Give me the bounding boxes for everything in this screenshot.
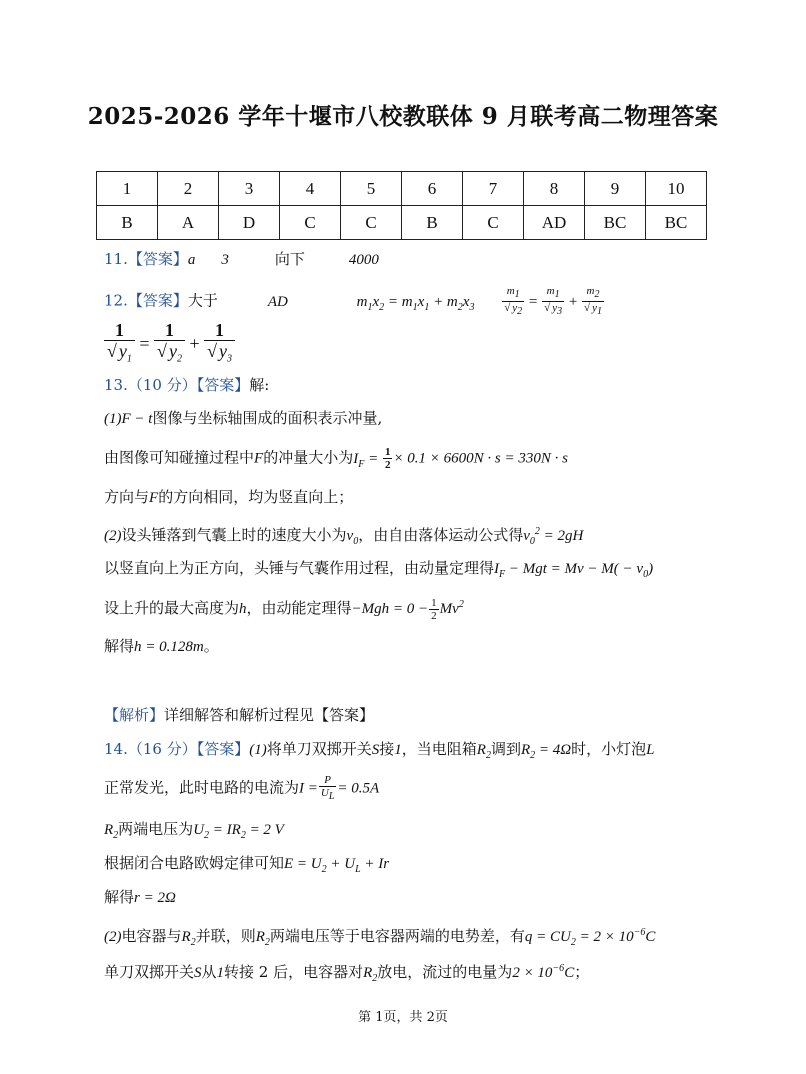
q11-line <box>104 248 379 271</box>
answer-cell: D <box>219 206 280 240</box>
question-number: 6 <box>402 172 463 206</box>
answer-cell: A <box>158 206 219 240</box>
question-number: 10 <box>646 172 707 206</box>
q11-answer-1: a <box>187 252 196 268</box>
q14-line-4: 根据闭合电路欧姆定律可知$E = U_2 + U_L + Ir$ <box>104 854 390 875</box>
q13-line-2: 由图像可知碰撞过程中F的冲量大小为$I_F$ = $\frac{1}{2}$ × 0.1 × 6600N · s = 330N · s <box>104 446 568 471</box>
answer-cell: AD <box>524 206 585 240</box>
question-number: 2 <box>158 172 219 206</box>
q14-line-1: 14.（16 分）【答案】(1)将单刀双掷开关S接1，当电阻箱$R_2$调到$R_2 = 4\Omega$时，小灯泡L <box>104 740 655 761</box>
q12-line <box>104 285 605 319</box>
answer-cell: BC <box>646 206 707 240</box>
q13-line-1: (1)F − t图像与坐标轴围成的面积表示冲量, <box>104 409 383 427</box>
q11-answer-4: 4000 <box>348 252 379 268</box>
question-number: 8 <box>524 172 585 206</box>
q14-line-6: (2)电容器与$R_2$并联，则$R_2$两端电压等于电容器两端的电势差，有$q = CU_2 = 2 \times 10^{-6}C$ <box>104 927 656 948</box>
answer-cell: BC <box>585 206 646 240</box>
q14-line-7: 单刀双掷开关S从1转接 2 后，电容器对$R_2$放电，流过的电量为$2 \times 10^{-6}C$； <box>104 963 590 984</box>
q12-label: 12.【答案】 <box>104 291 188 310</box>
question-number: 4 <box>280 172 341 206</box>
answer-table-answer-row <box>97 206 707 240</box>
q13-line-6: 设上升的最大高度为h，由动能定理得−Mgh = 0 − $\frac{1}{2}$ Mv$^2$ <box>104 596 464 622</box>
q12-equation: $m_1x_2 = m_1x_1 + m_2x_3$ <box>356 293 475 313</box>
q14-line-2: 正常发光，此时电路的电流为I = $\frac{P}{U_L}$ = 0.5A <box>104 774 380 803</box>
question-number: 3 <box>219 172 280 206</box>
q12-answer-1: 大于 <box>187 291 218 310</box>
q11-answer-3: 向下 <box>274 250 305 268</box>
answer-table <box>96 171 707 240</box>
q14-line-3: $R_2$两端电压为$U_2 = IR_2 = 2$ V <box>104 820 284 841</box>
q13-line-7: 解得h = 0.128m。 <box>104 637 219 655</box>
page-footer: 第 1页，共 2页 <box>358 1010 448 1025</box>
q12-reciprocal-equation: $\frac{1}{√ y_1}$ = $\frac{1}{√ y_2}$ + $\frac{1}{√ y_3}$ <box>104 320 235 370</box>
answer-cell: C <box>341 206 402 240</box>
q12-fraction-equation: $\frac{m_1}{√ y_2}$ = $\frac{m_1}{√ y_3}$ + $\frac{m_2}{√ y_1}$ <box>504 285 602 318</box>
q12-answer-2: AD <box>267 293 288 310</box>
question-number: 9 <box>585 172 646 206</box>
q13-header: 13.（10 分）【答案】解: <box>104 376 270 394</box>
question-number: 1 <box>97 172 158 206</box>
question-number: 7 <box>463 172 524 206</box>
q13-analysis: 【解析】详细解答和解析过程见【答案】 <box>104 706 375 724</box>
answer-cell: C <box>280 206 341 240</box>
answer-cell: B <box>97 206 158 240</box>
q11-label: 11.【答案】 <box>104 250 188 268</box>
page-title: 2025-2026 学年十堰市八校教联体 9 月联考高二物理答案 <box>87 103 719 130</box>
q13-line-4: (2)设头锤落到气囊上时的速度大小为$v_0$，由自由落体运动公式得$v_0^2 = 2gH$ <box>104 526 584 547</box>
answer-table-number-row <box>97 172 707 206</box>
q11-answer-2: 3 <box>221 252 229 268</box>
q13-line-3: 方向与F的方向相同，均为竖直向上； <box>104 488 354 506</box>
q13-line-5: 以竖直向上为正方向，头锤与气囊作用过程，由动量定理得$I_F$ − Mgt = $Mv - M( - v_0)$ <box>104 559 654 580</box>
question-number: 5 <box>341 172 402 206</box>
answer-cell: C <box>463 206 524 240</box>
q14-line-5: 解得r = 2Ω <box>104 888 176 906</box>
answer-cell: B <box>402 206 463 240</box>
